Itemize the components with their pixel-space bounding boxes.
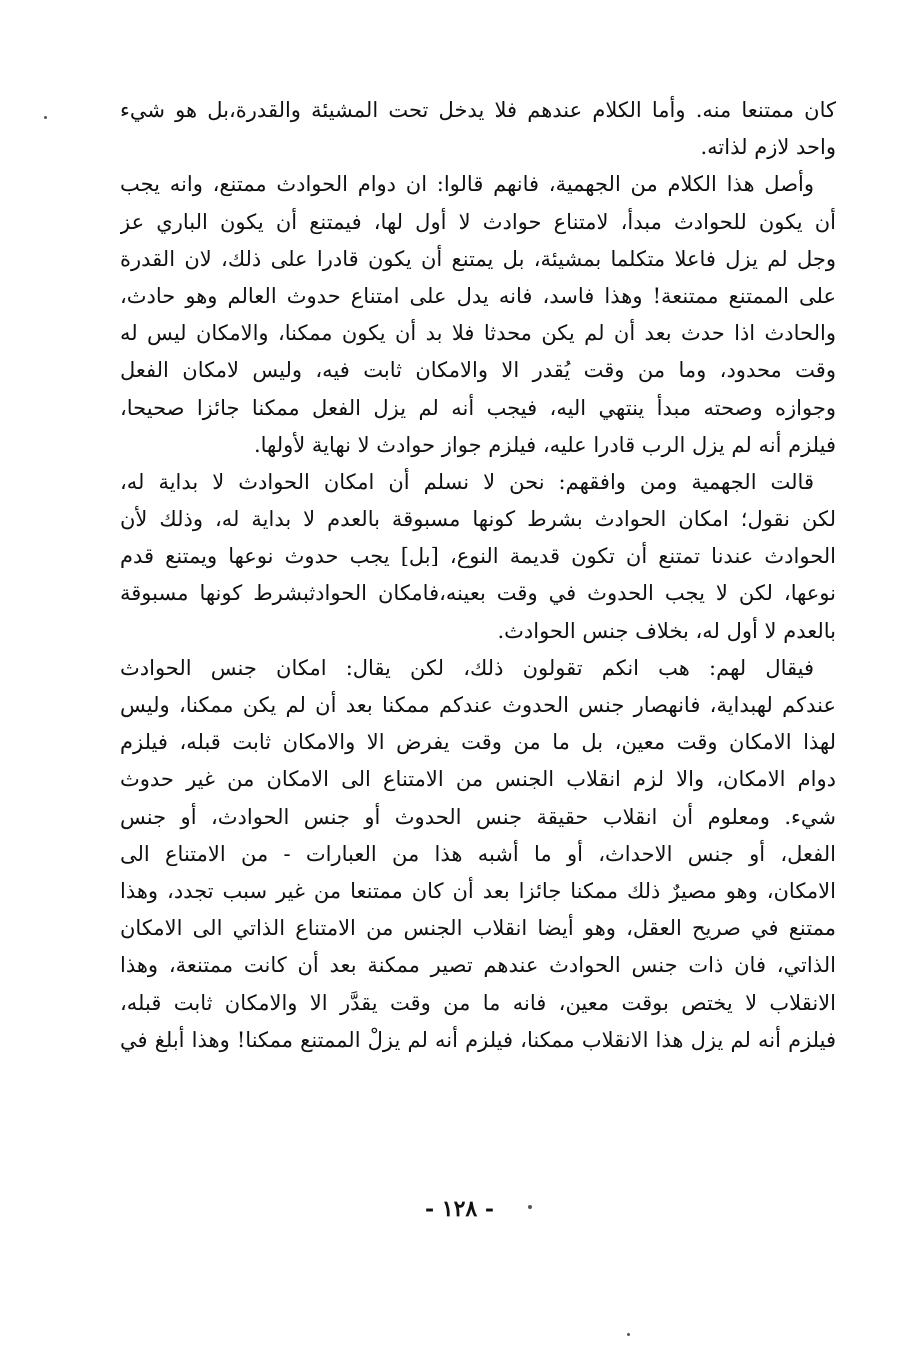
scan-speck xyxy=(44,116,47,119)
text-line: وجوازه وصحته مبدأ ينتهي اليه، فيجب أنه لم يزل الفعل ممكنا جائزا صحيحا، xyxy=(120,395,836,420)
text-line: لهذا الامكان وقت معين، بل ما من وقت يفرض الا والامكان ثابت قبله، فيلزم xyxy=(120,730,836,755)
text-line: الامكان، وهو مصيرٌ ذلك ممكنا جائزا بعد أن كان ممتنعا من غير سبب تجدد، وهذا xyxy=(120,878,836,903)
text-line: لكن نقول؛ امكان الحوادث بشرط كونها مسبوقة بالعدم لا بداية له، وذلك لأن xyxy=(120,507,836,532)
text-line: الانقلاب لا يختص بوقت معين، فانه ما من وقت يقدَّر الا والامكان ثابت قبله، xyxy=(120,990,836,1015)
text-line: الحوادث عندنا تمتنع أن تكون قديمة النوع، [بل] يجب حدوث نوعها ويمتنع قدم xyxy=(120,544,836,569)
text-line: ممتنع في صريح العقل، وهو أيضا انقلاب الجنس من الامتناع الذاتي الى الامكان xyxy=(120,916,836,941)
text-line: نوعها، لكن لا يجب الحدوث في وقت بعينه،فامكان الحوادثبشرط كونها مسبوقة xyxy=(120,581,836,606)
scan-speck xyxy=(528,1205,532,1209)
text-line: شيء. ومعلوم أن انقلاب حقيقة جنس الحدوث أو جنس الحوادث، أو جنس xyxy=(120,804,836,829)
text-line: أن يكون للحوادث مبدأ، لامتناع حوادث لا أول لها، فيمتنع أن يكون الباري عز xyxy=(120,209,836,234)
text-line: الفعل، أو جنس الاحداث، أو ما أشبه هذا من العبارات - من الامتناع الى xyxy=(120,841,836,866)
text-line: وأصل هذا الكلام من الجهمية، فانهم قالوا: ان دوام الحوادث ممتنع، وانه يجب xyxy=(120,172,814,197)
scan-speck xyxy=(627,1333,630,1336)
text-line: دوام الامكان، والا لزم انقلاب الجنس من الامتناع الى الامكان من غير حدوث xyxy=(120,767,836,792)
text-line: عندكم لهبداية، فانهصار جنس الحدوث عندكم ممكنا بعد أن لم يكن ممكنا، وليس xyxy=(120,693,836,717)
text-line: على الممتنع ممتنعة! وهذا فاسد، فانه يدل على امتناع حدوث العالم وهو حادث، xyxy=(120,283,836,308)
text-line: قالت الجهمية ومن وافقهم: نحن لا نسلم أن امكان الحوادث لا بداية له، xyxy=(120,469,814,494)
text-line: وقت محدود، وما من وقت يُقدر الا والامكان ثابت فيه، وليس لامكان الفعل xyxy=(120,358,836,383)
text-line: والحادث اذا حدث بعد أن لم يكن محدثا فلا بد أن يكون ممكنا، والامكان ليس له xyxy=(120,321,836,346)
page-number: - ١٢٨ - xyxy=(424,1196,495,1222)
text-line: الذاتي، فان ذات جنس الحوادث عندهم تصير ممكنة بعد أن كانت ممتنعة، وهذا xyxy=(120,953,836,978)
text-line: كان ممتنعا منه. وأما الكلام عندهم فلا يدخل تحت المشيئة والقدرة،بل هو شيء xyxy=(120,98,836,122)
text-line: فيقال لهم: هب انكم تقولون ذلك، لكن يقال: امكان جنس الحوادث xyxy=(120,655,814,680)
page-body xyxy=(120,92,836,1059)
text-line: وجل لم يزل فاعلا متكلما بمشيئة، بل يمتنع أن يكون قادرا على ذلك، لان القدرة xyxy=(120,246,836,271)
text-line: فيلزم أنه لم يزل الرب قادرا عليه، فيلزم جواز حوادث لا نهاية لأولها. xyxy=(253,432,836,457)
text-line: فيلزم أنه لم يزل هذا الانقلاب ممكنا، فيلزم أنه لم يزلْ الممتنع ممكنا! وهذا أبلغ في xyxy=(120,1027,836,1052)
text-line: واحد لازم لذاته. xyxy=(700,135,836,160)
text-line: بالعدم لا أول له، بخلاف جنس الحوادث. xyxy=(497,618,836,643)
